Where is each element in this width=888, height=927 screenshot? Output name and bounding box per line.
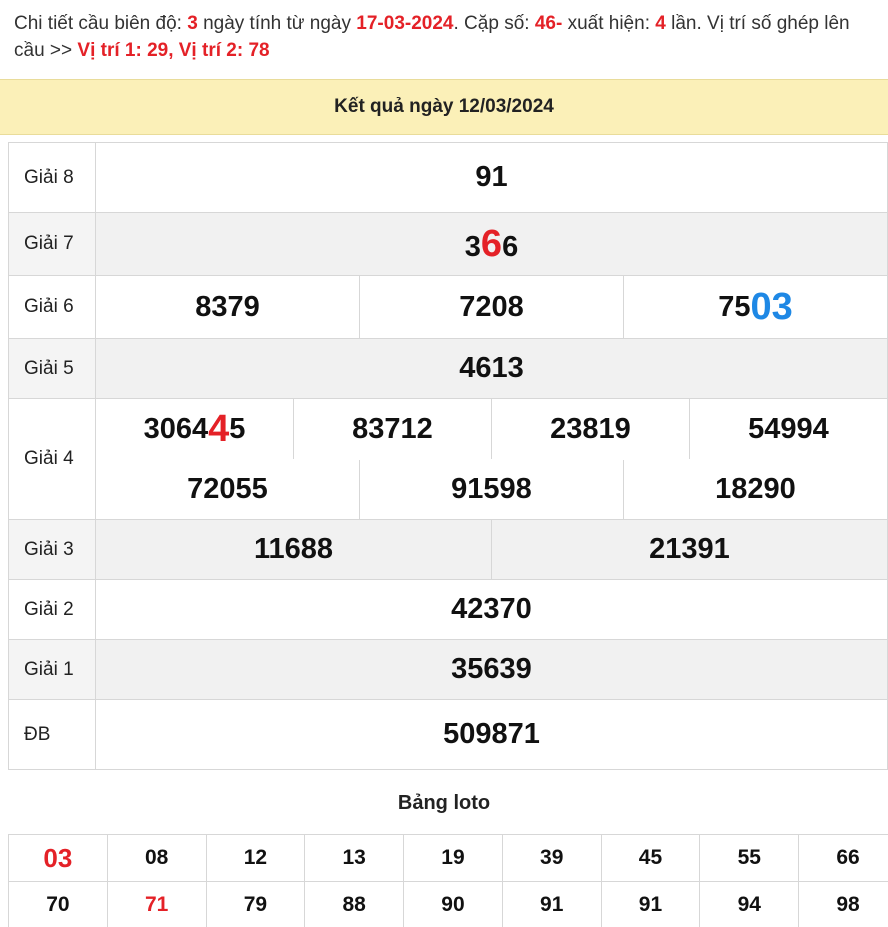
loto-cell: 90 <box>404 882 503 927</box>
prize-value-g1: 35639 <box>96 640 888 700</box>
prize-value-g4-6: 91598 <box>359 460 623 519</box>
prize-value-g4-3: 23819 <box>491 399 689 459</box>
cap-so-value: 46- <box>534 13 563 34</box>
prize-value-g5: 4613 <box>96 339 888 399</box>
xuat-hien-value: 4 <box>655 13 666 34</box>
prize-row-g4 <box>9 399 888 460</box>
prize-label: Giải 5 <box>9 339 96 399</box>
loto-cell: 79 <box>206 882 305 927</box>
loto-cell: 98 <box>799 882 888 927</box>
prize-value-db: 509871 <box>96 700 888 770</box>
info-text-1: Chi tiết cầu biên độ: <box>14 13 188 34</box>
highlight-digits: 03 <box>750 285 793 328</box>
loto-table <box>8 834 888 927</box>
prize-label: Giải 2 <box>9 580 96 640</box>
info-text-4: xuất hiện: <box>562 13 656 34</box>
loto-cell: 91 <box>502 882 601 927</box>
loto-row <box>9 835 888 882</box>
prize-row-g2 <box>9 580 888 640</box>
loto-cell: 08 <box>107 835 206 882</box>
prize-value-g6-2: 7208 <box>359 276 623 338</box>
prize-row-g4b <box>9 460 888 520</box>
prize-value-g2: 42370 <box>96 580 888 640</box>
loto-cell: 55 <box>700 835 799 882</box>
prize-row-g7 <box>9 213 888 276</box>
prize-value-g4-5: 72055 <box>187 472 268 505</box>
info-text-2: ngày tính từ ngày <box>197 13 357 34</box>
start-date-value: 17-03-2024 <box>356 13 454 34</box>
bien-do-value: 3 <box>187 13 198 34</box>
prize-label: Giải 6 <box>9 276 96 339</box>
prize-row-g1 <box>9 640 888 700</box>
prize-row-g5 <box>9 339 888 399</box>
prize-value-g8: 91 <box>96 143 888 213</box>
prize-value-g6-3: 75 03 <box>623 276 887 338</box>
prize-label: Giải 8 <box>9 143 96 213</box>
prize-value-g4-2: 83712 <box>293 399 491 459</box>
prize-label: Giải 3 <box>9 520 96 580</box>
loto-cell: 19 <box>404 835 503 882</box>
info-text-3: . Cặp số: <box>453 13 535 34</box>
loto-cell: 66 <box>799 835 888 882</box>
loto-row <box>9 882 888 927</box>
loto-cell: 39 <box>502 835 601 882</box>
loto-cell: 94 <box>700 882 799 927</box>
prize-value-g7: 366 <box>96 213 888 276</box>
info-text-5: lần. Vị trí số ghép lên cầu >> <box>14 13 850 61</box>
loto-title: Bảng loto <box>397 792 491 814</box>
prize-value-g4-1: 3064 4 5 <box>143 407 246 450</box>
loto-cell: 03 <box>9 835 108 882</box>
loto-cell: 12 <box>206 835 305 882</box>
loto-cell: 13 <box>305 835 404 882</box>
highlight-digit: 6 <box>480 222 503 265</box>
loto-cell: 88 <box>305 882 404 927</box>
result-table <box>8 142 888 770</box>
prize-value-g6-1: 8379 <box>195 290 260 323</box>
loto-cell: 70 <box>9 882 108 927</box>
result-date-header: Kết quả ngày 12/03/2024 <box>0 79 888 135</box>
prize-row-g3 <box>9 520 888 580</box>
loto-cell: 91 <box>601 882 700 927</box>
prize-label: Giải 1 <box>9 640 96 700</box>
cau-info-text <box>14 10 880 64</box>
prize-label: Giải 4 <box>9 399 96 520</box>
prize-row-g6 <box>9 276 888 339</box>
prize-label: Giải 7 <box>9 213 96 276</box>
prize-value-g3-1: 11688 <box>253 533 334 565</box>
vi-tri-value: Vị trí 1: 29, Vị trí 2: 78 <box>77 40 270 61</box>
prize-value-g4-4: 54994 <box>689 399 887 459</box>
loto-cell: 71 <box>107 882 206 927</box>
prize-value-g4-7: 18290 <box>623 460 887 519</box>
loto-cell: 45 <box>601 835 700 882</box>
prize-value-g3-2: 21391 <box>491 520 887 579</box>
prize-row-db <box>9 700 888 770</box>
prize-row-g8 <box>9 143 888 213</box>
highlight-digit: 4 <box>208 407 230 450</box>
prize-label: ĐB <box>9 700 96 770</box>
